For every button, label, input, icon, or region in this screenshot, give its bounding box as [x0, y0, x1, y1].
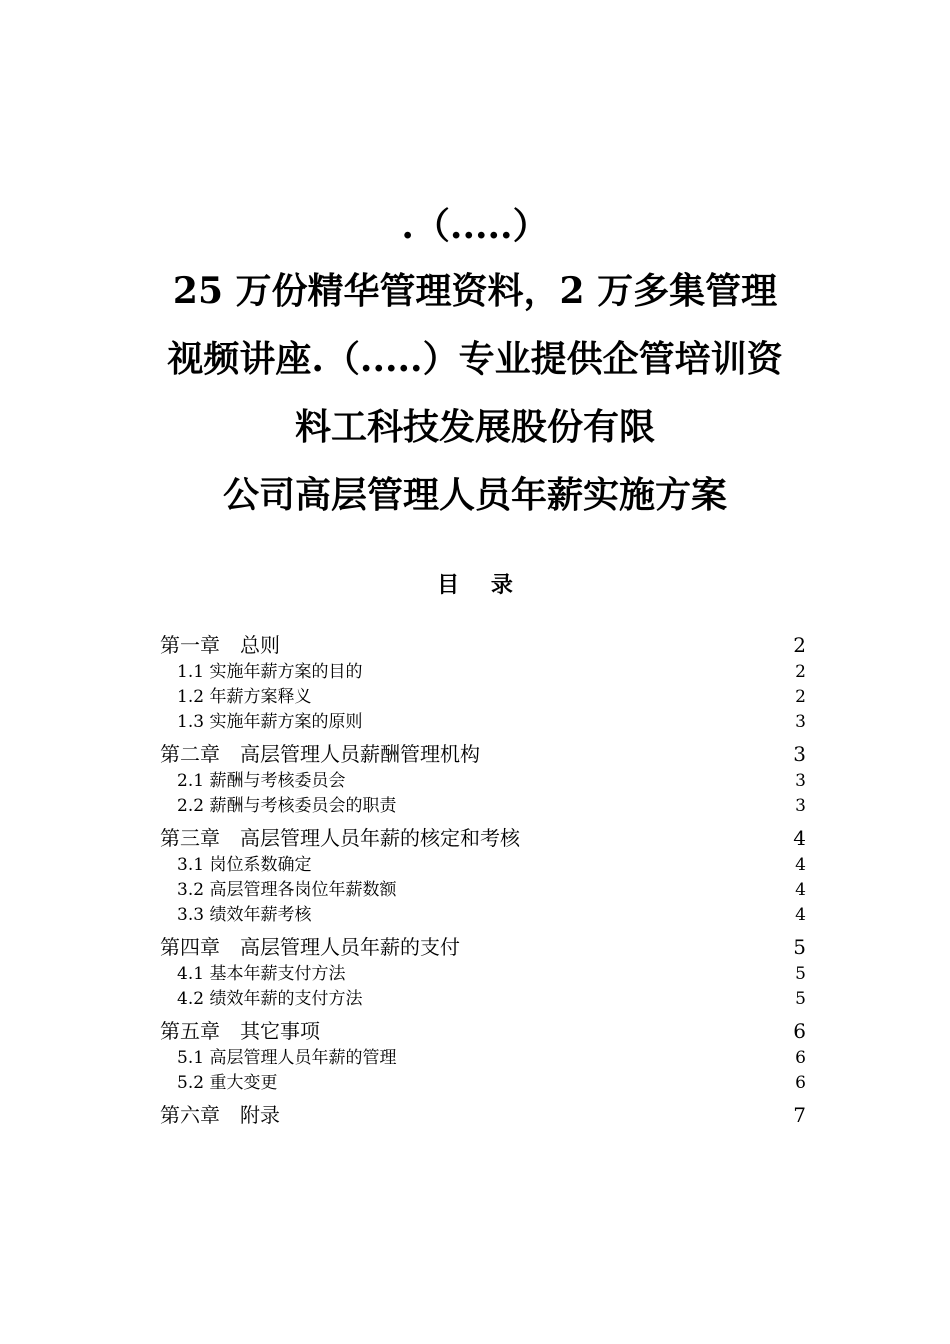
toc-page-number: 5 [793, 935, 806, 959]
toc-page-number: 7 [793, 1103, 806, 1127]
toc-chapter-entry[interactable] [160, 1100, 806, 1130]
toc-section-label: 1.3 实施年薪方案的原则 [177, 712, 363, 732]
toc-section-label: 3.1 岗位系数确定 [177, 855, 312, 875]
title-line: 25 万份精华管理资料，2 万多集管理 [172, 270, 778, 312]
title-line: 料工科技发展股份有限 [294, 406, 655, 448]
toc-section-label: 4.1 基本年薪支付方法 [177, 964, 346, 984]
toc-chapter-label: 第六章 附录 [160, 1103, 280, 1127]
toc-section-label: 5.2 重大变更 [177, 1073, 278, 1093]
document-title [0, 195, 950, 529]
toc-page-number: 3 [795, 796, 806, 816]
toc-chapter-entry[interactable] [160, 823, 806, 853]
toc-section-entry[interactable] [160, 685, 806, 710]
toc-page-number: 5 [795, 989, 806, 1009]
toc-heading: 目 录 [437, 572, 525, 598]
toc-section-entry[interactable] [160, 660, 806, 685]
toc-page-number: 3 [793, 742, 806, 766]
toc-page-number: 6 [795, 1073, 806, 1093]
toc-section-label: 1.1 实施年薪方案的目的 [177, 662, 363, 682]
toc-section-entry[interactable] [160, 769, 806, 794]
toc-section-entry[interactable] [160, 987, 806, 1012]
toc-page-number: 2 [795, 662, 806, 682]
toc-chapter-label: 第三章 高层管理人员年薪的核定和考核 [160, 826, 520, 850]
toc-chapter-label: 第一章 总则 [160, 633, 280, 657]
toc-section-label: 2.1 薪酬与考核委员会 [177, 771, 346, 791]
toc-section-label: 1.2 年薪方案释义 [177, 687, 312, 707]
toc-page-number: 4 [793, 826, 806, 850]
title-line: 公司高层管理人员年薪实施方案 [222, 474, 727, 516]
toc-page-number: 4 [795, 855, 806, 875]
toc-page-number: 6 [793, 1019, 806, 1043]
toc-chapter-label: 第二章 高层管理人员薪酬管理机构 [160, 742, 480, 766]
toc-chapter-entry[interactable] [160, 739, 806, 769]
toc-page-number: 3 [795, 771, 806, 791]
toc-section-entry[interactable] [160, 794, 806, 819]
toc-page-number: 2 [793, 633, 806, 657]
title-line: 视频讲座.（.....）专业提供企管培训资 [167, 338, 783, 380]
toc-page-number: 3 [795, 712, 806, 732]
toc-section-entry[interactable] [160, 710, 806, 735]
title-line: .（.....） [401, 205, 549, 247]
toc-section-label: 3.3 绩效年薪考核 [177, 905, 312, 925]
toc-section-label: 2.2 薪酬与考核委员会的职责 [177, 796, 397, 816]
toc-section-entry[interactable] [160, 1046, 806, 1071]
toc-chapter-entry[interactable] [160, 932, 806, 962]
toc-section-label: 5.1 高层管理人员年薪的管理 [177, 1048, 397, 1068]
toc-chapter-label: 第四章 高层管理人员年薪的支付 [160, 935, 460, 959]
toc-chapter-label: 第五章 其它事项 [160, 1019, 320, 1043]
toc-page-number: 4 [795, 880, 806, 900]
toc-chapter-entry[interactable] [160, 1016, 806, 1046]
toc-section-entry[interactable] [160, 962, 806, 987]
toc-page-number: 6 [795, 1048, 806, 1068]
toc-page-number: 5 [795, 964, 806, 984]
toc-page-number: 4 [795, 905, 806, 925]
toc-section-entry[interactable] [160, 853, 806, 878]
toc-section-entry[interactable] [160, 878, 806, 903]
toc-section-entry[interactable] [160, 903, 806, 928]
toc-section-label: 4.2 绩效年薪的支付方法 [177, 989, 363, 1009]
toc-chapter-entry[interactable] [160, 630, 806, 660]
toc-section-entry[interactable] [160, 1071, 806, 1096]
toc-section-label: 3.2 高层管理各岗位年薪数额 [177, 880, 397, 900]
toc-page-number: 2 [795, 687, 806, 707]
table-of-contents [160, 630, 806, 1130]
